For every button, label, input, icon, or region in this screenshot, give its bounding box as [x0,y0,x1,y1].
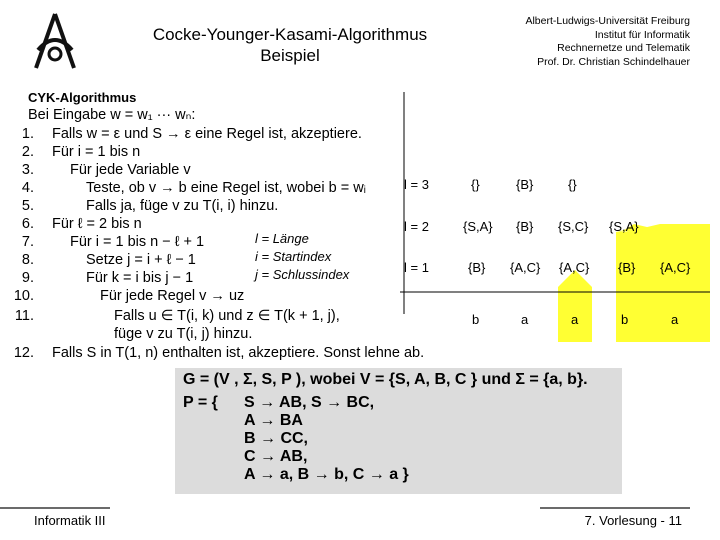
line-number: 5. [21,198,34,214]
table-cell: {} [471,177,480,192]
institution-block [480,15,690,69]
table-cell: {A,C} [559,260,590,275]
title-line-2: Beispiel [260,46,320,65]
table-cell: {B} [468,260,486,275]
algorithm-line: Setze j = i + ℓ − 1 [86,252,196,268]
line-number: 8. [21,252,34,268]
line-number: 6. [21,216,34,232]
cyk-table [398,92,710,342]
table-cell: {S,C} [558,219,589,234]
page-title [100,24,480,66]
row-label: l = 1 [404,260,429,275]
row-label: l = 3 [404,177,429,192]
algorithm-intro: Bei Eingabe w = w₁ ··· wₙ: [28,107,196,123]
line-number: 9. [21,270,34,286]
row-label: l = 2 [404,219,429,234]
input-symbol: a [571,312,579,327]
algorithm-line: Für i = 1 bis n − ℓ + 1 [70,234,205,250]
title-line-1: Cocke-Younger-Kasami-Algorithmus [152,25,428,44]
algorithm-line: Falls u ∈ T(i, k) und z ∈ T(k + 1, j), [114,308,340,324]
table-cell: {S,A} [609,219,639,234]
production-rule: A → BA [244,412,303,429]
institution-line: Institut für Informatik [594,28,690,41]
table-cell: {S,A} [463,219,493,234]
production-rule: S → AB, S → BC, [244,394,375,411]
algorithm-line: Für k = i bis j − 1 [86,270,194,286]
production-rule: B → CC, [244,430,308,447]
table-cell: {B} [618,260,636,275]
algorithm-line: Für jede Variable v [70,162,191,178]
table-cell: {B} [516,219,534,234]
legend-end-index: j = Schlussindex [255,267,350,282]
university-logo-icon [28,10,82,70]
grammar-definition: G = (V , Σ, S, P ), wobei V = {S, A, B, C } und Σ = {a, b}. [183,371,588,388]
footer-course: Informatik III [34,513,106,528]
algorithm-line: Falls S in T(1, n) enthalten ist, akzeptiere. Sonst lehne ab. [52,345,425,361]
footer-page: 7. Vorlesung - 11 [584,513,682,528]
input-symbol: b [621,312,629,327]
line-number: 1. [21,126,34,142]
line-number: 3. [21,162,34,178]
institution-line: Albert-Ludwigs-Universität Freiburg [525,15,690,27]
algorithm-line: füge v zu T(i, j) hinzu. [114,326,253,342]
line-number: 11. [14,308,34,324]
line-number: 12. [13,345,34,361]
institution-line: Prof. Dr. Christian Schindelhauer [537,55,690,68]
production-label: P = { [183,394,218,411]
algorithm-line: Falls ja, füge v zu T(i, i) hinzu. [86,198,279,214]
table-cell: {} [568,177,577,192]
line-number: 7. [21,234,34,250]
footer-rule-left [0,507,110,509]
institution-line: Rechnernetze und Telematik [557,42,690,54]
algorithm-line: Für jede Regel v → uz [100,288,245,304]
production-rule: C → AB, [244,448,308,465]
table-cell: {B} [516,177,534,192]
legend-start-index: i = Startindex [255,249,332,264]
highlight-region-right [616,224,710,342]
footer-rule-right [540,507,690,509]
input-symbol: a [521,312,529,327]
input-symbol: b [472,312,480,327]
table-cell: {A,C} [510,260,541,275]
legend-length: l = Länge [255,231,309,246]
table-cell: {A,C} [660,260,691,275]
line-number: 2. [21,144,34,160]
production-rule: A → a, B → b, C → a } [244,466,409,483]
algorithm-line: Für i = 1 bis n [52,144,141,160]
line-number: 4. [21,180,34,196]
algorithm-line: Teste, ob v → b eine Regel ist, wobei b = wᵢ [86,180,366,196]
highlight-region-middle [558,270,592,342]
input-symbol: a [671,312,679,327]
algorithm-line: Für ℓ = 2 bis n [52,216,142,232]
algorithm-title: CYK-Algorithmus [28,90,137,105]
line-number: 10. [13,288,34,304]
algorithm-line: Falls w = ε und S → ε eine Regel ist, akzeptiere. [52,126,362,142]
